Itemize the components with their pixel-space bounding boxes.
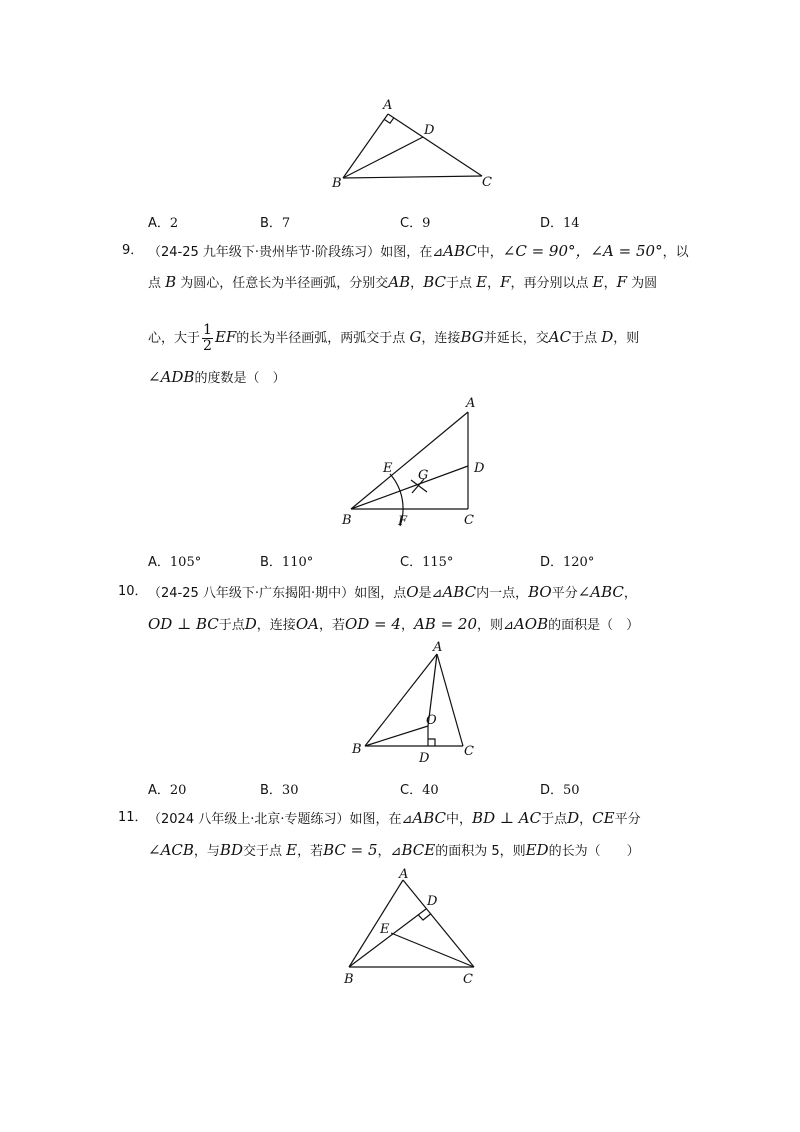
q8-figure (320, 92, 520, 192)
q9-line-4: ∠ADB的度数是（ ） (148, 368, 286, 386)
q10-segment-bo (365, 726, 428, 746)
q9-source: （24-25 九年级下·贵州毕节·阶段练习） (148, 245, 381, 260)
q10-figure (345, 638, 485, 768)
q11-label-d: D (427, 894, 438, 909)
q9-fraction-half: $\frac{1}{2}$ (203, 322, 212, 354)
q11-segment-bd (349, 909, 426, 967)
q10-label-a: A (433, 640, 443, 655)
q11-label-e: E (380, 922, 390, 937)
q9-line-3: 心，大于 $\frac{1}{2}$ EF的长为半径画弧，两弧交于点 G，连接BG并延长，交AC于点 D，则 (148, 322, 640, 354)
q8-option-d[interactable]: D．14 (540, 216, 580, 231)
q8-options (148, 212, 708, 234)
q8-side-bc (343, 176, 482, 178)
q11-segment-ce (391, 933, 474, 967)
q10-label-o: O (426, 713, 437, 728)
q9-label-e: E (383, 461, 393, 476)
q9-label-f: F (398, 514, 408, 529)
q8-label-b: B (332, 176, 342, 191)
q11-label-a: A (399, 867, 409, 882)
q11-line-2: ∠ACB，与BD交于点 E，若BC = 5，⊿BCE的面积为 5，则ED的长为（ ） (148, 841, 640, 859)
q8-side-ab (343, 114, 388, 178)
q9-option-a[interactable]: A．105° (148, 555, 202, 570)
q10-line-1: （24-25 八年级下·广东揭阳·期中）如图，点O是⊿ABC内一点，BO平分∠ABC， (148, 583, 637, 601)
q10-side-ac (437, 654, 463, 746)
q10-option-d[interactable]: D．50 (540, 783, 580, 798)
q11-label-b: B (344, 972, 354, 987)
q9-line-2: 点 B 为圆心，任意长为半径画弧，分别交AB，BC于点 E，F，再分别以点 E，F 为圆 (148, 273, 658, 291)
q10-side-ab (365, 654, 437, 746)
q11-figure (335, 863, 495, 993)
q9-label-g: G (418, 468, 429, 483)
q10-right-angle-mark (428, 739, 435, 746)
q9-option-c[interactable]: C．115° (400, 555, 454, 570)
q8-label-d: D (424, 123, 435, 138)
q11-line-1: （2024 八年级上·北京·专题练习）如图，在⊿ABC中，BD ⊥ AC于点D，CE平分 (148, 809, 641, 827)
q9-label-a: A (466, 396, 476, 411)
q9-option-d[interactable]: D．120° (540, 555, 595, 570)
q8-option-c[interactable]: C．9 (400, 216, 431, 231)
q10-option-a[interactable]: A．20 (148, 783, 187, 798)
q11-right-angle-mark (418, 914, 431, 920)
q10-options (148, 779, 708, 801)
q10-label-c: C (464, 744, 474, 759)
q11-source: （2024 八年级上·北京·专题练习） (148, 812, 350, 827)
q9-line-1: （24-25 九年级下·贵州毕节·阶段练习）如图，在⊿ABC中，∠C = 90°，∠A = 50°，以 (148, 242, 689, 260)
q11-side-ac (403, 880, 474, 967)
q11-side-ab (349, 880, 403, 967)
q9-number: 9． (122, 243, 144, 258)
q8-option-a[interactable]: A．2 (148, 216, 179, 231)
q9-label-b: B (342, 513, 352, 528)
q9-label-c: C (464, 513, 474, 528)
q10-option-c[interactable]: C．40 (400, 783, 439, 798)
q9-figure (335, 392, 505, 532)
q10-option-b[interactable]: B．30 (260, 783, 299, 798)
q8-segment-bd (343, 137, 423, 178)
q9-label-d: D (474, 461, 485, 476)
q8-right-angle-mark (384, 118, 394, 123)
q8-label-c: C (482, 175, 492, 190)
q8-option-b[interactable]: B．7 (260, 216, 291, 231)
q9-option-b[interactable]: B．110° (260, 555, 314, 570)
q10-source: （24-25 八年级下·广东揭阳·期中） (148, 586, 355, 601)
q10-number: 10． (118, 584, 148, 599)
q10-label-d: D (419, 751, 430, 766)
q9-side-ab (351, 412, 468, 509)
q11-number: 11． (118, 810, 148, 825)
q11-label-c: C (463, 972, 473, 987)
q8-side-ac (388, 114, 482, 176)
q9-segment-bd (351, 466, 468, 509)
q10-label-b: B (352, 742, 362, 757)
q8-label-a: A (383, 98, 393, 113)
q10-line-2: OD ⊥ BC于点D，连接OA，若OD = 4，AB = 20，则⊿AOB的面积是（ ） (148, 615, 640, 633)
q9-options (148, 551, 708, 573)
